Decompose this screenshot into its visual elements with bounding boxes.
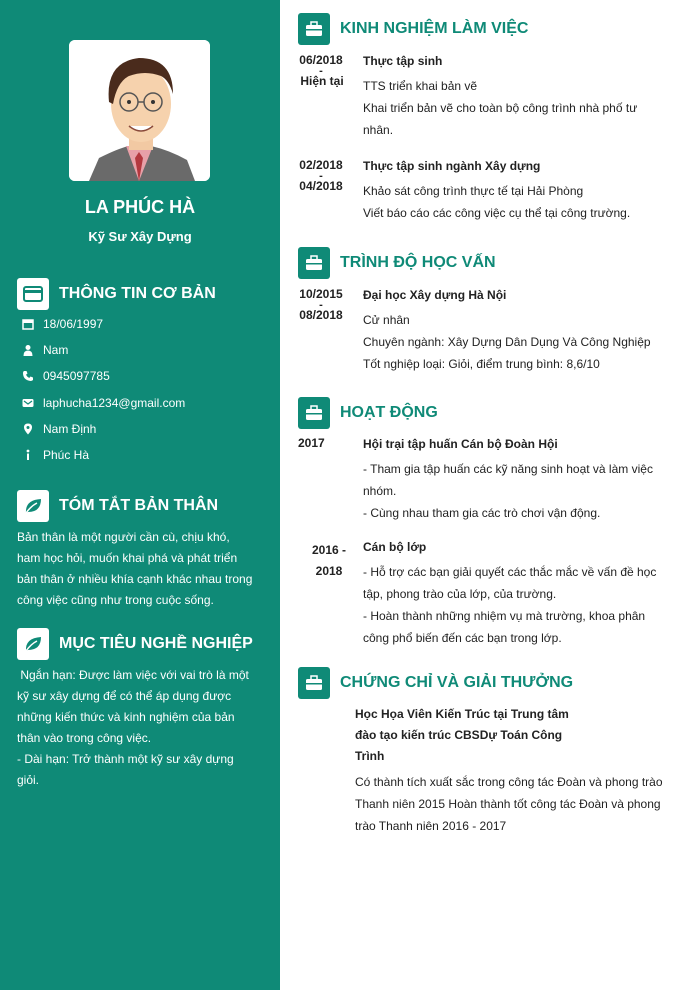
summary-line: bản thân ở nhiều khía cạnh khác nhau trong	[17, 572, 253, 586]
activity-title: Hội trại tập huấn Cán bộ Đoàn Hội	[363, 437, 558, 451]
date-to: Hiện tại	[300, 74, 344, 88]
date-from: 10/2015	[299, 287, 343, 301]
profile-job-title: Kỹ Sư Xây Dựng	[88, 229, 192, 244]
phone-icon	[22, 370, 34, 382]
description-line: - Cùng nhau tham gia các trò chơi vận động.	[363, 506, 601, 520]
info-alias-text: Phúc Hà	[43, 448, 90, 462]
certificate-description	[355, 771, 680, 837]
description-line: Thanh niên 2015 Hoàn thành tốt công tác Đoàn và phong	[355, 797, 661, 811]
description-line: nhân.	[363, 123, 394, 137]
description-line: TTS triển khai bản vẽ	[363, 79, 478, 93]
date-dash: -	[319, 299, 323, 311]
objective-line: - Dài hạn: Trở thành một kỹ sư xây dựng	[17, 752, 234, 766]
info-birthdate-text: 18/06/1997	[43, 317, 104, 331]
activities-header	[298, 397, 438, 429]
description-line: - Tham gia tập huấn các kỹ năng sinh hoạt và làm việc	[363, 462, 653, 476]
objective-text	[17, 665, 267, 791]
education-title: Đại học Xây dựng Hà Nội	[363, 288, 507, 302]
objective-line: những kiến thức và kinh nghiệm của bản	[17, 710, 235, 724]
certificates-header	[298, 667, 573, 699]
description-line: Cử nhân	[363, 313, 410, 327]
description-line: Khai triển bản vẽ cho toàn bộ công trình nhà phố tư	[363, 101, 638, 115]
education-description	[363, 309, 673, 375]
person-icon	[22, 344, 34, 356]
info-alias	[22, 448, 89, 462]
profile-name: LA PHÚC HÀ	[84, 197, 196, 217]
date-from: 02/2018	[299, 158, 343, 172]
calendar-icon	[22, 318, 34, 330]
date-dash: -	[319, 65, 323, 77]
email-icon	[22, 397, 34, 409]
objective-line: Ngắn hạn: Được làm việc với vai trò là một	[17, 668, 249, 682]
activity-date	[306, 540, 352, 582]
info-email	[22, 396, 185, 410]
education-heading: TRÌNH ĐỘ HỌC VẤN	[340, 254, 496, 271]
experience-description	[363, 75, 673, 141]
experience-title: Thực tập sinh	[363, 54, 443, 68]
info-location	[22, 422, 96, 436]
description-line: - Hoàn thành những nhiệm vụ mà trường, khoa phân	[363, 609, 646, 623]
description-line: Tốt nghiệp loại: Giỏi, điểm trung bình: 8,6/10	[363, 357, 600, 371]
summary-heading: TÓM TẮT BẢN THÂN	[59, 497, 219, 514]
description-line: Viết báo cáo các công việc cụ thể tại công trường.	[363, 206, 631, 220]
experience-date	[298, 54, 344, 88]
info-location-text: Nam Định	[43, 422, 97, 436]
description-line: - Hỗ trợ các bạn giải quyết các thắc mắc về vấn đề học	[363, 565, 657, 579]
experience-title: Thực tập sinh ngành Xây dựng	[363, 159, 541, 173]
info-gender-text: Nam	[43, 343, 69, 357]
date-to: 08/2018	[299, 308, 343, 322]
briefcase-icon	[298, 667, 330, 699]
activities-heading: HOẠT ĐỘNG	[340, 404, 438, 421]
date-from: 06/2018	[299, 53, 343, 67]
sidebar	[0, 0, 280, 990]
objective-line: giỏi.	[17, 773, 40, 787]
basic-info-header	[17, 278, 216, 310]
description-line: Chuyên ngành: Xây Dựng Dân Dụng Và Công Nghiệp	[363, 335, 651, 349]
description-line: nhóm.	[363, 484, 397, 498]
summary-header	[17, 490, 218, 522]
experience-heading: KINH NGHIỆM LÀM VIỆC	[340, 20, 529, 37]
leaf-icon	[17, 628, 49, 660]
info-gender	[22, 343, 68, 357]
objective-line: kỹ sư xây dựng để có thể áp dụng được	[17, 689, 232, 703]
certificate-title-line: Trình	[355, 749, 385, 763]
certificate-title	[355, 704, 595, 767]
experience-date	[298, 159, 344, 193]
certificates-heading: CHỨNG CHỈ VÀ GIẢI THƯỞNG	[340, 674, 574, 691]
activity-description	[363, 561, 673, 649]
summary-line: ham học hỏi, muốn khai phá và phát triển	[17, 551, 238, 565]
info-icon	[22, 449, 34, 461]
location-icon	[22, 423, 34, 435]
info-phone	[22, 369, 110, 383]
description-line: trào Thanh niên 2016 - 2017	[355, 819, 507, 833]
activity-description	[363, 458, 673, 524]
description-line: Có thành tích xuất sắc trong công tác Đoàn và phong trào	[355, 775, 663, 789]
summary-line: Bản thân là một người cần cù, chịu khó,	[17, 530, 230, 544]
objective-heading: MỤC TIÊU NGHỀ NGHIỆP	[59, 635, 253, 652]
info-email-text: laphucha1234@gmail.com	[43, 396, 186, 410]
briefcase-icon	[298, 247, 330, 279]
avatar	[69, 40, 210, 181]
info-birthdate	[22, 317, 103, 331]
activity-date: 2017	[298, 436, 325, 450]
description-line: Khảo sát công trình thực tế tại Hải Phòng	[363, 184, 584, 198]
date-to: 2018	[315, 564, 343, 578]
date-to: 04/2018	[299, 179, 343, 193]
education-header	[298, 247, 496, 279]
id-card-icon	[17, 278, 49, 310]
certificate-title-line: Học Họa Viên Kiến Trúc tại Trung tâm	[355, 707, 569, 721]
activity-title: Cán bộ lớp	[363, 540, 427, 554]
certificate-title-line: đào tạo kiến trúc CBSDự Toán Công	[355, 728, 563, 742]
description-line: tập, phong trào của lớp, của trường.	[363, 587, 557, 601]
experience-header	[298, 13, 528, 45]
info-phone-text: 0945097785	[43, 369, 110, 383]
summary-line: công việc cũng như trong cuộc sống.	[17, 593, 214, 607]
summary-text	[17, 527, 267, 611]
experience-description	[363, 180, 673, 224]
education-date	[298, 288, 344, 322]
objective-line: thân vào trong công việc.	[17, 731, 152, 745]
date-dash: -	[319, 170, 323, 182]
objective-header	[17, 628, 253, 660]
basic-info-heading: THÔNG TIN CƠ BẢN	[59, 285, 216, 302]
briefcase-icon	[298, 13, 330, 45]
date-from: 2016 -	[311, 543, 347, 557]
description-line: công phổ biến đến các bạn trong lớp.	[363, 631, 562, 645]
briefcase-icon	[298, 397, 330, 429]
leaf-icon	[17, 490, 49, 522]
